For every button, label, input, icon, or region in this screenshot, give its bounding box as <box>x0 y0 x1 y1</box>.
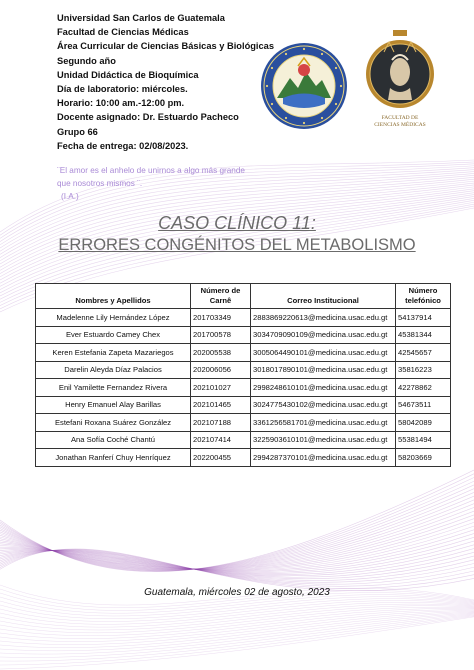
cell-email: 3024775430102@medicina.usac.edu.gt <box>251 396 396 414</box>
cell-phone: 54137914 <box>396 309 451 327</box>
wave-line <box>0 599 474 619</box>
cell-name: Ever Estuardo Camey Chex <box>36 326 191 344</box>
cell-phone: 58203669 <box>396 449 451 467</box>
quote-line-2: que nosotros mismos ¨. <box>57 179 143 188</box>
cell-carne: 201700578 <box>191 326 251 344</box>
year-level: Segundo año <box>57 55 116 66</box>
wave-line <box>0 614 474 657</box>
table-row <box>36 344 451 362</box>
cell-name: Madelenne Lily Hernández López <box>36 309 191 327</box>
table-row <box>36 431 451 449</box>
cell-carne: 202107414 <box>191 431 251 449</box>
quote-block <box>57 164 245 203</box>
table-row <box>36 379 451 397</box>
university-name: Universidad San Carlos de Guatemala <box>57 13 225 23</box>
cell-name: Enil Yamilette Fernandez Rivera <box>36 379 191 397</box>
cell-email: 3005064490101@medicina.usac.edu.gt <box>251 344 396 362</box>
table-body <box>36 309 451 467</box>
cell-phone: 54673511 <box>396 396 451 414</box>
cell-phone: 42545657 <box>396 344 451 362</box>
cell-email: 3018017890101@medicina.usac.edu.gt <box>251 361 396 379</box>
table-row <box>36 309 451 327</box>
students-table <box>35 283 451 467</box>
delivery-date: Fecha de entrega: 02/08/2023. <box>57 140 189 151</box>
header-carne <box>191 284 251 309</box>
cell-email: 3034709090109@medicina.usac.edu.gt <box>251 326 396 344</box>
table-header-row <box>36 284 451 309</box>
header-name: Nombres y Apellidos <box>36 284 191 309</box>
wave-line <box>0 507 474 569</box>
header-phone-text: Número telefónico <box>405 286 441 305</box>
header-carne-text: Número de Carnê <box>200 286 241 305</box>
wave-line <box>0 515 474 569</box>
cell-phone: 55381494 <box>396 431 451 449</box>
footer-date: Guatemala, miércoles 02 de agosto, 2023 <box>144 587 330 598</box>
wave-line <box>0 613 474 651</box>
faculty-name: Facultad de Ciencias Médicas <box>57 27 189 38</box>
cell-email: 2883869220613@medicina.usac.edu.gt <box>251 309 396 327</box>
cell-name: Darelin Aleyda Díaz Palacios <box>36 361 191 379</box>
cell-name: Ana Sofía Coché Chantú <box>36 431 191 449</box>
teacher: Docente asignado: Dr. Estuardo Pacheco <box>57 112 239 123</box>
cell-name: Henry Emanuel Alay Barillas <box>36 396 191 414</box>
cell-phone: 35816223 <box>396 361 451 379</box>
group: Grupo 66 <box>57 126 98 137</box>
cell-email: 3225903610101@medicina.usac.edu.gt <box>251 431 396 449</box>
cell-carne: 201703349 <box>191 309 251 327</box>
cell-phone: 58042089 <box>396 414 451 432</box>
cell-email: 2994287370101@medicina.usac.edu.gt <box>251 449 396 467</box>
table-row <box>36 414 451 432</box>
quote-line-1: ¨El amor es el anhelo de unirnos a algo más grande <box>57 166 245 175</box>
table-row <box>36 449 451 467</box>
cell-carne: 202006056 <box>191 361 251 379</box>
header-email: Correo Institucional <box>251 284 396 309</box>
header-phone <box>396 284 451 309</box>
lab-day: Día de laboratorio: miércoles. <box>57 84 188 95</box>
medicine-crest-caption <box>362 115 438 128</box>
quote-author: (I.A.) <box>61 192 79 201</box>
cell-name: Jonathan Ranferí Chuy Henríquez <box>36 449 191 467</box>
wave-line <box>0 511 474 569</box>
table-row <box>36 361 451 379</box>
cell-carne: 202200455 <box>191 449 251 467</box>
cell-phone: 42278862 <box>396 379 451 397</box>
wave-line <box>0 500 474 569</box>
wave-line <box>0 615 474 661</box>
cell-phone: 45381344 <box>396 326 451 344</box>
case-subtitle: ERRORES CONGÉNITOS DEL METABOLISMO <box>58 236 416 254</box>
crest-caption-line-2: CIENCIAS MÉDICAS <box>374 121 426 128</box>
crest-caption-line-1: FACULTAD DE <box>381 115 419 121</box>
wave-line <box>0 481 474 570</box>
case-title: CASO CLÍNICO 11: <box>158 213 316 233</box>
schedule: Horario: 10:00 am.-12:00 pm. <box>57 98 185 109</box>
cell-carne: 202005538 <box>191 344 251 362</box>
didactic-unit: Unidad Didáctica de Bioquímica <box>57 69 199 80</box>
table-row <box>36 396 451 414</box>
cell-carne: 202107188 <box>191 414 251 432</box>
cell-email: 3361256581701@medicina.usac.edu.gt <box>251 414 396 432</box>
header-block <box>57 11 274 153</box>
cell-carne: 202101465 <box>191 396 251 414</box>
cell-name: Estefani Roxana Suárez González <box>36 414 191 432</box>
cell-carne: 202101027 <box>191 379 251 397</box>
cell-name: Keren Estefania Zapeta Mazariegos <box>36 344 191 362</box>
usac-seal <box>260 42 348 130</box>
table-row <box>36 326 451 344</box>
curricular-area: Área Curricular de Ciencias Básicas y Biológicas <box>57 41 275 52</box>
cell-email: 2998248610101@medicina.usac.edu.gt <box>251 379 396 397</box>
